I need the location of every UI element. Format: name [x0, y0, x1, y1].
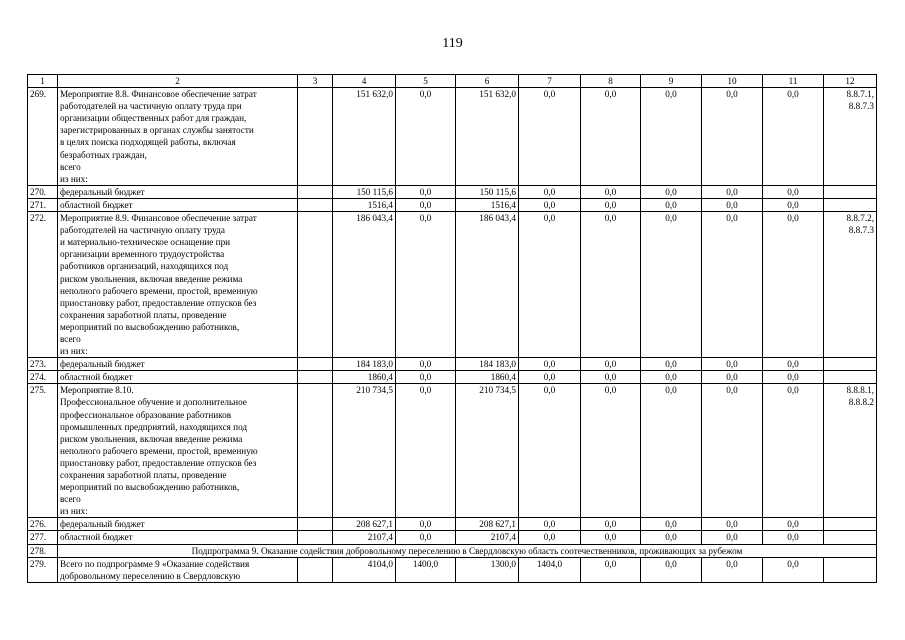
cell-col8: 0,0	[581, 557, 641, 582]
cell-col11: 0,0	[763, 371, 824, 384]
cell-col4: 184 183,0	[333, 358, 396, 371]
cell-col9: 0,0	[641, 557, 702, 582]
cell-col8: 0,0	[581, 88, 641, 186]
page-number: 119	[442, 36, 463, 51]
row-description: областной бюджет	[58, 371, 298, 384]
cell-col11: 0,0	[763, 531, 824, 544]
cell-col11: 0,0	[763, 358, 824, 371]
cell-col10: 0,0	[702, 185, 763, 198]
cell-col8: 0,0	[581, 358, 641, 371]
cell-col10: 0,0	[702, 557, 763, 582]
table-row	[28, 88, 877, 186]
cell-col9: 0,0	[641, 531, 702, 544]
cell-col5: 0,0	[396, 185, 456, 198]
row-number: 278.	[28, 544, 58, 557]
cell-col6: 1300,0	[456, 557, 519, 582]
cell-col10: 0,0	[702, 358, 763, 371]
cell-col6: 1516,4	[456, 198, 519, 211]
row-number: 271.	[28, 198, 58, 211]
cell-col10: 0,0	[702, 384, 763, 518]
column-header: 8	[581, 75, 641, 88]
cell-col9: 0,0	[641, 212, 702, 358]
cell-col11: 0,0	[763, 88, 824, 186]
cell-col8: 0,0	[581, 518, 641, 531]
column-number-row	[28, 75, 877, 88]
cell-col6: 210 734,5	[456, 384, 519, 518]
cell-col10: 0,0	[702, 198, 763, 211]
table-row	[28, 212, 877, 358]
cell-col12	[824, 518, 877, 531]
cell-col6: 150 115,6	[456, 185, 519, 198]
cell-col11: 0,0	[763, 518, 824, 531]
column-header: 9	[641, 75, 702, 88]
cell-col9: 0,0	[641, 518, 702, 531]
cell-col6: 208 627,1	[456, 518, 519, 531]
cell-col9: 0,0	[641, 384, 702, 518]
cell-col5: 1400,0	[396, 557, 456, 582]
table-row	[28, 198, 877, 211]
cell-col10: 0,0	[702, 518, 763, 531]
cell-col7: 0,0	[519, 371, 581, 384]
cell-col4: 210 734,5	[333, 384, 396, 518]
cell-col6: 151 632,0	[456, 88, 519, 186]
cell-col12: 8.8.7.2, 8.8.7.3	[824, 212, 877, 358]
row-description: Мероприятие 8.10. Профессиональное обучение и дополнительное профессиональное образование работников промышленных предприятий, находящихся под риском увольнения, включая введение режима неполного рабочего времени, простой, временную приостановку работ, предоставление отпусков без сохранения заработной платы, проведение мероприятий по высвобождению работников, всего из них:	[58, 384, 298, 518]
cell-col12	[824, 557, 877, 582]
cell-col4: 4104,0	[333, 557, 396, 582]
cell-col7: 0,0	[519, 212, 581, 358]
cell-col4: 208 627,1	[333, 518, 396, 531]
table-row	[28, 384, 877, 518]
table-row	[28, 358, 877, 371]
column-header: 5	[396, 75, 456, 88]
cell-col11: 0,0	[763, 212, 824, 358]
cell-col5: 0,0	[396, 531, 456, 544]
cell-col9: 0,0	[641, 358, 702, 371]
cell-col10: 0,0	[702, 212, 763, 358]
cell-col11: 0,0	[763, 384, 824, 518]
cell-col12	[824, 358, 877, 371]
cell-col9: 0,0	[641, 88, 702, 186]
column-header: 3	[298, 75, 333, 88]
cell-col5: 0,0	[396, 518, 456, 531]
cell-col5: 0,0	[396, 88, 456, 186]
cell-col10: 0,0	[702, 531, 763, 544]
cell-col5: 0,0	[396, 384, 456, 518]
cell-col7: 0,0	[519, 518, 581, 531]
row-number: 279.	[28, 557, 58, 582]
column-header: 2	[58, 75, 298, 88]
row-description: федеральный бюджет	[58, 518, 298, 531]
cell-col12: 8.8.7.1, 8.8.7.3	[824, 88, 877, 186]
cell-col5: 0,0	[396, 198, 456, 211]
cell-col11: 0,0	[763, 198, 824, 211]
subprogram-row	[28, 544, 877, 557]
cell-col4: 150 115,6	[333, 185, 396, 198]
cell-col8: 0,0	[581, 531, 641, 544]
row-number: 272.	[28, 212, 58, 358]
cell-col3	[298, 358, 333, 371]
subprogram-title: Подпрограмма 9. Оказание содействия добровольному переселению в Свердловскую область соотечественников, проживающих за рубежом	[58, 544, 877, 557]
cell-col8: 0,0	[581, 384, 641, 518]
row-number: 273.	[28, 358, 58, 371]
cell-col6: 186 043,4	[456, 212, 519, 358]
column-header: 4	[333, 75, 396, 88]
row-number: 275.	[28, 384, 58, 518]
row-number: 276.	[28, 518, 58, 531]
cell-col10: 0,0	[702, 371, 763, 384]
cell-col6: 184 183,0	[456, 358, 519, 371]
cell-col6: 2107,4	[456, 531, 519, 544]
table-row	[28, 557, 877, 582]
cell-col3	[298, 198, 333, 211]
cell-col3	[298, 531, 333, 544]
cell-col8: 0,0	[581, 185, 641, 198]
cell-col9: 0,0	[641, 371, 702, 384]
row-description: Мероприятие 8.9. Финансовое обеспечение затрат работодателей на частичную оплату труда и материально-техническое оснащение при организации временного трудоустройства работников организаций, находящихся под риском увольнения, включая введение режима неполного рабочего времени, простой, временную приостановку работ, предоставление отпусков без сохранения заработной платы, проведение мероприятий по высвобождению работников, всего из них:	[58, 212, 298, 358]
cell-col9: 0,0	[641, 198, 702, 211]
cell-col7: 0,0	[519, 384, 581, 518]
row-number: 277.	[28, 531, 58, 544]
cell-col7: 0,0	[519, 88, 581, 186]
cell-col3	[298, 212, 333, 358]
cell-col3	[298, 557, 333, 582]
cell-col3	[298, 371, 333, 384]
cell-col12	[824, 531, 877, 544]
cell-col3	[298, 518, 333, 531]
row-number: 274.	[28, 371, 58, 384]
cell-col4: 151 632,0	[333, 88, 396, 186]
table-row	[28, 371, 877, 384]
table-row	[28, 185, 877, 198]
row-description: федеральный бюджет	[58, 358, 298, 371]
row-description: областной бюджет	[58, 531, 298, 544]
cell-col7: 0,0	[519, 358, 581, 371]
budget-table	[27, 74, 877, 583]
cell-col3	[298, 88, 333, 186]
row-description: областной бюджет	[58, 198, 298, 211]
cell-col4: 2107,4	[333, 531, 396, 544]
cell-col6: 1860,4	[456, 371, 519, 384]
cell-col8: 0,0	[581, 212, 641, 358]
row-number: 269.	[28, 88, 58, 186]
cell-col3	[298, 384, 333, 518]
cell-col4: 1516,4	[333, 198, 396, 211]
cell-col4: 186 043,4	[333, 212, 396, 358]
row-number: 270.	[28, 185, 58, 198]
column-header: 12	[824, 75, 877, 88]
column-header: 10	[702, 75, 763, 88]
cell-col11: 0,0	[763, 557, 824, 582]
cell-col9: 0,0	[641, 185, 702, 198]
cell-col8: 0,0	[581, 371, 641, 384]
cell-col7: 0,0	[519, 531, 581, 544]
column-header: 6	[456, 75, 519, 88]
cell-col7: 1404,0	[519, 557, 581, 582]
cell-col4: 1860,4	[333, 371, 396, 384]
row-description: Всего по подпрограмме 9 «Оказание содействия добровольному переселению в Свердловскую	[58, 557, 298, 582]
row-description: федеральный бюджет	[58, 185, 298, 198]
cell-col10: 0,0	[702, 88, 763, 186]
cell-col12	[824, 185, 877, 198]
cell-col3	[298, 185, 333, 198]
cell-col12: 8.8.8.1, 8.8.8.2	[824, 384, 877, 518]
column-header: 11	[763, 75, 824, 88]
cell-col7: 0,0	[519, 198, 581, 211]
table-row	[28, 531, 877, 544]
cell-col8: 0,0	[581, 198, 641, 211]
cell-col5: 0,0	[396, 358, 456, 371]
cell-col12	[824, 371, 877, 384]
cell-col7: 0,0	[519, 185, 581, 198]
cell-col5: 0,0	[396, 212, 456, 358]
row-description: Мероприятие 8.8. Финансовое обеспечение затрат работодателей на частичную оплату труда при организации общественных работ для граждан, зарегистрированных в органах службы занятости в целях поиска подходящей работы, включая безработных граждан, всего из них:	[58, 88, 298, 186]
table-row	[28, 518, 877, 531]
cell-col12	[824, 198, 877, 211]
cell-col5: 0,0	[396, 371, 456, 384]
column-header: 7	[519, 75, 581, 88]
column-header: 1	[28, 75, 58, 88]
cell-col11: 0,0	[763, 185, 824, 198]
